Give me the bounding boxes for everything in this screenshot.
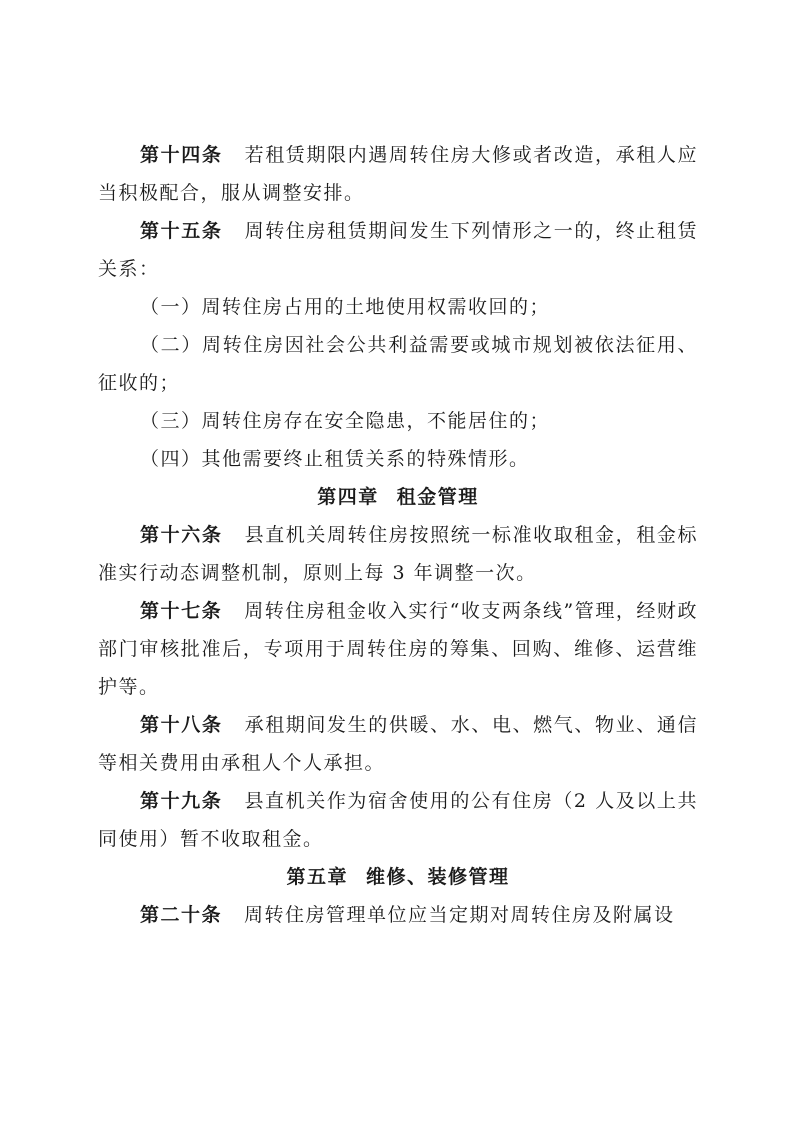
- article-label: 第十七条: [140, 600, 223, 622]
- article-18: [98, 706, 698, 782]
- list-item: （三）周转住房存在安全隐患，不能居住的；: [140, 410, 551, 432]
- article-label: 第十八条: [140, 714, 223, 736]
- article-label: 第十五条: [140, 220, 223, 242]
- article-label: 第二十条: [140, 904, 223, 926]
- article-label: 第十六条: [140, 524, 223, 546]
- article-16: [98, 516, 698, 592]
- article-15: [98, 212, 698, 288]
- chapter-number: 第四章: [317, 486, 379, 508]
- article-17: [98, 592, 698, 706]
- chapter-heading: [98, 858, 698, 896]
- article-19: [98, 782, 698, 858]
- list-item: （二）周转住房因社会公共利益需要或城市规划被依法征用、征收的；: [98, 334, 698, 394]
- chapter-title: 维修、装修管理: [366, 866, 510, 888]
- article-label: 第十四条: [140, 144, 223, 166]
- chapter-title: 租金管理: [396, 486, 479, 508]
- document-body: [98, 136, 698, 934]
- article-text: 承租期间发生的供暖、水、电、燃气、物业、通信等相关费用由承租人个人承担。: [98, 714, 698, 774]
- article-text: 县直机关作为宿舍使用的公有住房（2 人及以上共同使用）暂不收取租金。: [98, 790, 698, 850]
- article-20: [98, 896, 698, 934]
- list-item: （四）其他需要终止租赁关系的特殊情形。: [140, 448, 530, 470]
- article-text: 周转住房租金收入实行“收支两条线”管理，经财政部门审核批准后，专项用于周转住房的筹集、回购、维修、运营维护等。: [98, 600, 698, 698]
- article-text: 县直机关周转住房按照统一标准收取租金，租金标准实行动态调整机制，原则上每 3 年调整一次。: [98, 524, 698, 584]
- article-14: [98, 136, 698, 212]
- article-text: 周转住房租赁期间发生下列情形之一的，终止租赁关系：: [98, 220, 698, 280]
- chapter-number: 第五章: [286, 866, 348, 888]
- article-text: 周转住房管理单位应当定期对周转住房及附属设: [244, 904, 675, 926]
- chapter-heading: [98, 478, 698, 516]
- list-item: （一）周转住房占用的土地使用权需收回的；: [140, 296, 551, 318]
- article-label: 第十九条: [140, 790, 223, 812]
- article-text: 若租赁期限内遇周转住房大修或者改造，承租人应当积极配合，服从调整安排。: [98, 144, 698, 204]
